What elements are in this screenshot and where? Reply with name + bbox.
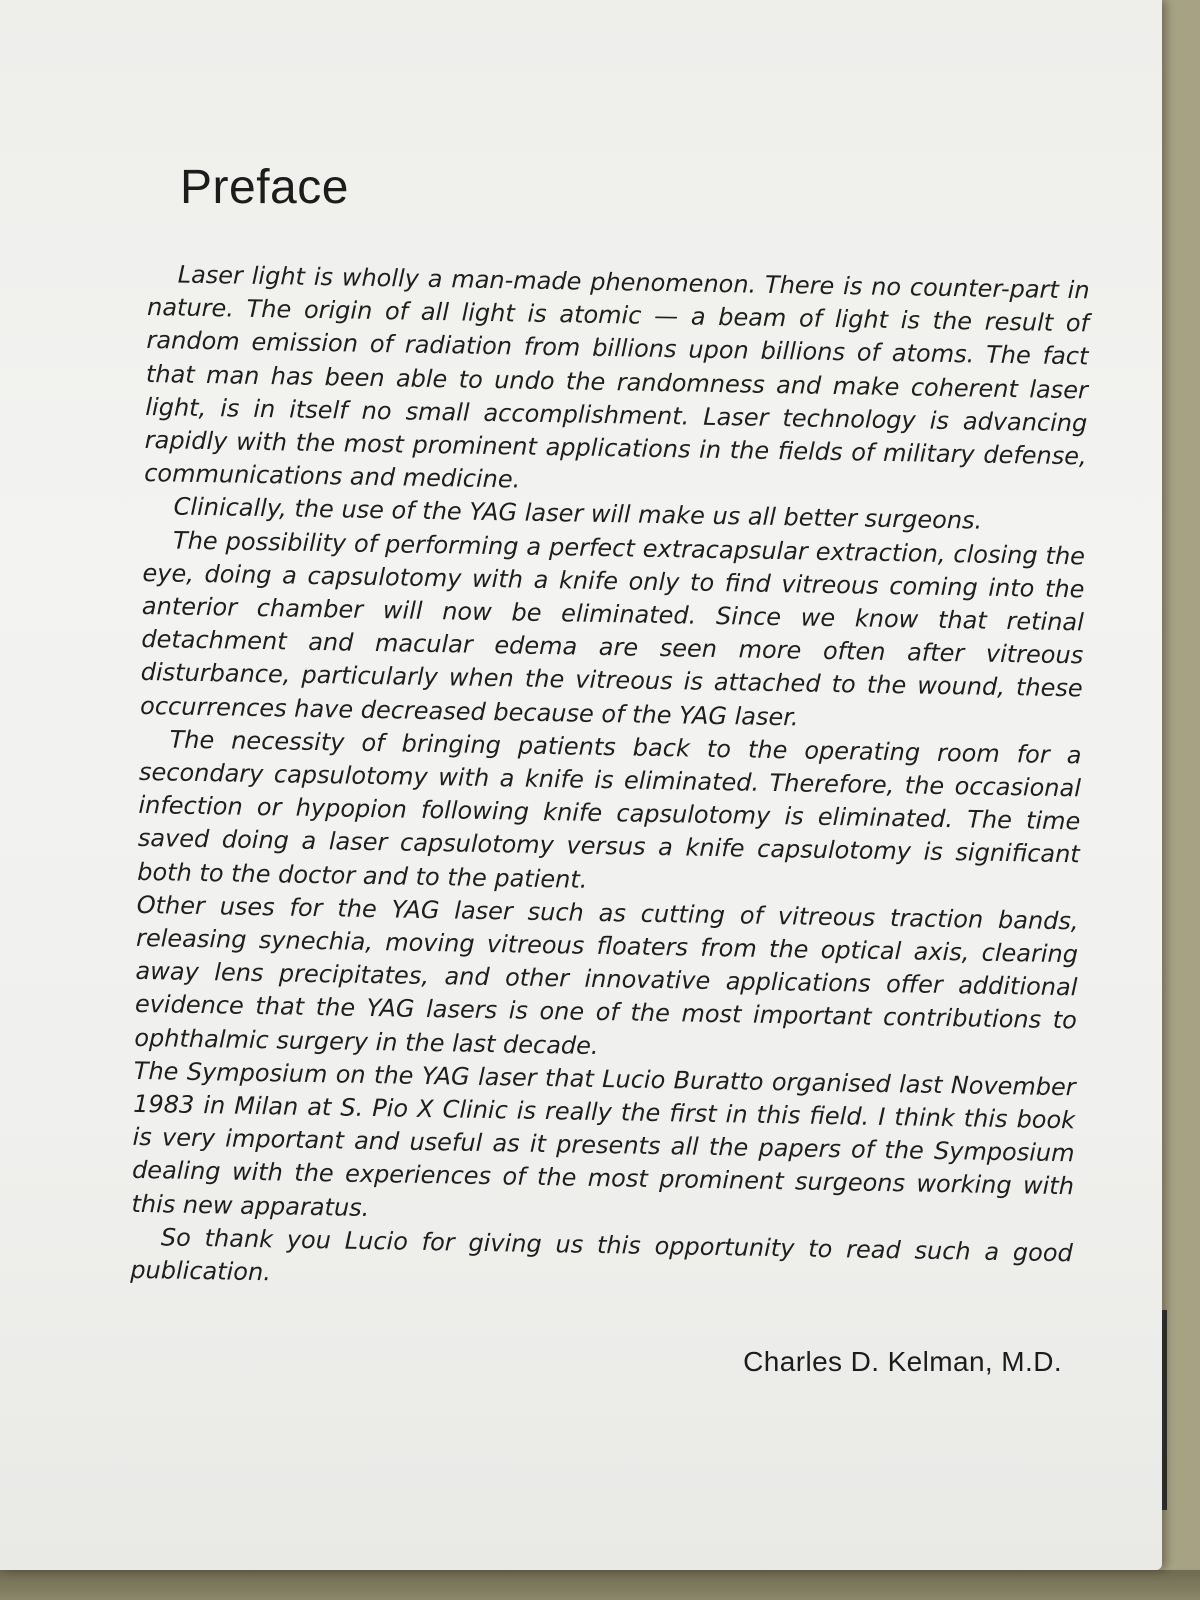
paragraph-clinically: Clinically, the use of the YAG laser will make us all better surgeons. [173,492,983,536]
surface-shadow [0,1570,1200,1600]
paragraph-thanks: So thank you Lucio for giving us this opportunity to read such a good publication. [130,1223,1074,1287]
paragraph-laser-light: Laser light is wholly a man-made phenomenon. There is no counter-part in nature. The origin of all light is atomic — a beam of light is the result of random emission of radiation from billions upon billions of atoms. The fact that man has been able to undo the randomness and make coherent laser light, is in itself no small accomplishment. Laser technology is advancing rapidly with the most prominent applications in the fields of military defense, communications and medicine. [143,260,1090,494]
page-edge-shadow [1162,1310,1167,1510]
preface-body [130,258,1090,1304]
paragraph-symposium: The Symposium on the YAG laser that Lucio Buratto organised last November 1983 in Milan at S. Pio X Clinic is really the first in this field. I think this book is very important and useful as it presents all the papers of the Symposium dealing with the experiences of the most prominent surgeons working with this new apparatus. [131,1056,1076,1222]
page-title: Preface [180,161,349,214]
paragraph-other-uses: Other uses for the YAG laser such as cutting of vitreous traction bands, releasing synechia, moving vitreous floaters from the optical axis, clearing away lens precipitates, and other innovative applications offer additional evidence that the YAG lasers is one of the most important contributions to ophthalmic surgery in the last decade. [134,890,1079,1060]
author-signature: Charles D. Kelman, M.D. [743,1346,1062,1377]
paragraph-necessity: The necessity of bringing patients back to the operating room for a secondary capsulotomy with a knife is eliminated. Therefore, the occasional infection or hypopion following knife capsulotomy is eliminated. The time saved doing a laser capsulotomy versus a knife capsulotomy is significant both to the doctor and to the patient. [137,725,1082,894]
paragraph-possibility: The possibility of performing a perfect extracapsular extraction, closing the eye, doing a capsulotomy with a knife only to find vitreous coming into the anterior chamber will now be eliminated. Since we know that retinal detachment and macular edema are seen more often after vitreous disturbance, particularly when the vitreous is attached to the wound, these occurrences have decreased because of the YAG laser. [139,526,1086,732]
